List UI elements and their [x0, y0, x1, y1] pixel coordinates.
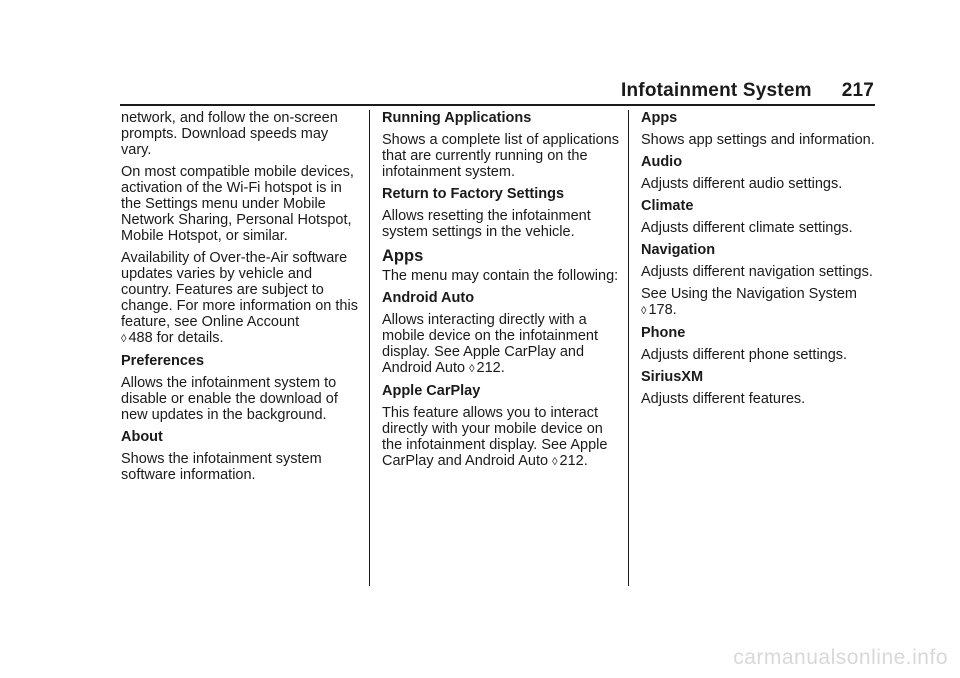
heading-apple-carplay: Apple CarPlay: [382, 383, 481, 399]
heading-preferences: Preferences: [121, 353, 205, 369]
paragraph: Allows resetting the infotainment system settings in the vehicle.: [382, 208, 591, 240]
paragraph-text: for details.: [152, 330, 224, 346]
heading-apps-section: Apps: [382, 247, 424, 265]
paragraph: On most compatible mobile devices, activation of the Wi-Fi hotspot is in the Settings menu under Mobile Network Sharing, Personal Hotspot, Mobile Hotspot, or similar.: [121, 164, 354, 244]
paragraph: [382, 312, 622, 377]
paragraph-text: Allows interacting directly with a mobile device on the infotainment display. See Apple CarPlay and Android Auto: [382, 312, 599, 376]
paragraph-text: .: [672, 302, 677, 318]
paragraph: Adjusts different climate settings.: [641, 220, 853, 236]
paragraph-text: .: [583, 453, 588, 469]
paragraph: Shows a complete list of applications that are currently running on the infotainment system.: [382, 132, 619, 180]
paragraph: [121, 250, 361, 347]
paragraph: Adjusts different navigation settings.: [641, 264, 873, 280]
paragraph-text: This feature allows you to interact directly with your mobile device on the infotainment display. See Apple CarPlay and Android Auto: [382, 405, 608, 469]
paragraph-text: .: [500, 360, 505, 376]
paragraph: Allows the infotainment system to disable or enable the download of new updates in the background.: [121, 375, 338, 423]
heading-navigation: Navigation: [641, 242, 716, 258]
paragraph: Adjusts different phone settings.: [641, 347, 848, 363]
paragraph: network, and follow the on-screen prompts. Download speeds may vary.: [121, 110, 338, 158]
paragraph: Shows the infotainment system software information.: [121, 451, 322, 483]
page-reference-link[interactable]: 178: [648, 302, 673, 318]
page-reference-link[interactable]: 212: [559, 453, 584, 469]
heading-return-to-factory-settings: Return to Factory Settings: [382, 186, 565, 202]
paragraph-text: See Using the Navigation System: [641, 286, 857, 302]
paragraph-text: Availability of Over-the-Air software updates varies by vehicle and country. Features are subject to change. For more information on this feature, see Online Account: [121, 250, 358, 330]
paragraph: Adjusts different audio settings.: [641, 176, 843, 192]
watermark: carmanualsonline.info: [733, 646, 948, 669]
heading-audio: Audio: [641, 154, 683, 170]
page-reference-link[interactable]: 212: [476, 360, 501, 376]
paragraph: [382, 405, 622, 470]
page-header: [621, 80, 874, 102]
heading-android-auto: Android Auto: [382, 290, 475, 306]
paragraph: The menu may contain the following:: [382, 268, 619, 284]
header-rule: [120, 104, 875, 106]
page-reference-icon: ◊: [641, 305, 647, 317]
section-title: Infotainment System: [621, 80, 812, 101]
column-divider-1: [369, 110, 370, 586]
heading-apps: Apps: [641, 110, 678, 126]
heading-phone: Phone: [641, 325, 686, 341]
column-2: [382, 110, 622, 476]
page-reference-icon: ◊: [469, 363, 475, 375]
column-divider-2: [628, 110, 629, 586]
heading-climate: Climate: [641, 198, 694, 214]
paragraph: Shows app settings and information.: [641, 132, 875, 148]
heading-siriusxm: SiriusXM: [641, 369, 704, 385]
paragraph: [641, 286, 881, 319]
paragraph: Adjusts different features.: [641, 391, 806, 407]
page-reference-icon: ◊: [552, 456, 558, 468]
page-reference-link[interactable]: 488: [128, 330, 153, 346]
heading-running-applications: Running Applications: [382, 110, 532, 126]
column-1: [121, 110, 361, 489]
column-3: [641, 110, 881, 413]
page-reference-icon: ◊: [121, 333, 127, 345]
page-number: 217: [841, 80, 874, 101]
heading-about: About: [121, 429, 163, 445]
